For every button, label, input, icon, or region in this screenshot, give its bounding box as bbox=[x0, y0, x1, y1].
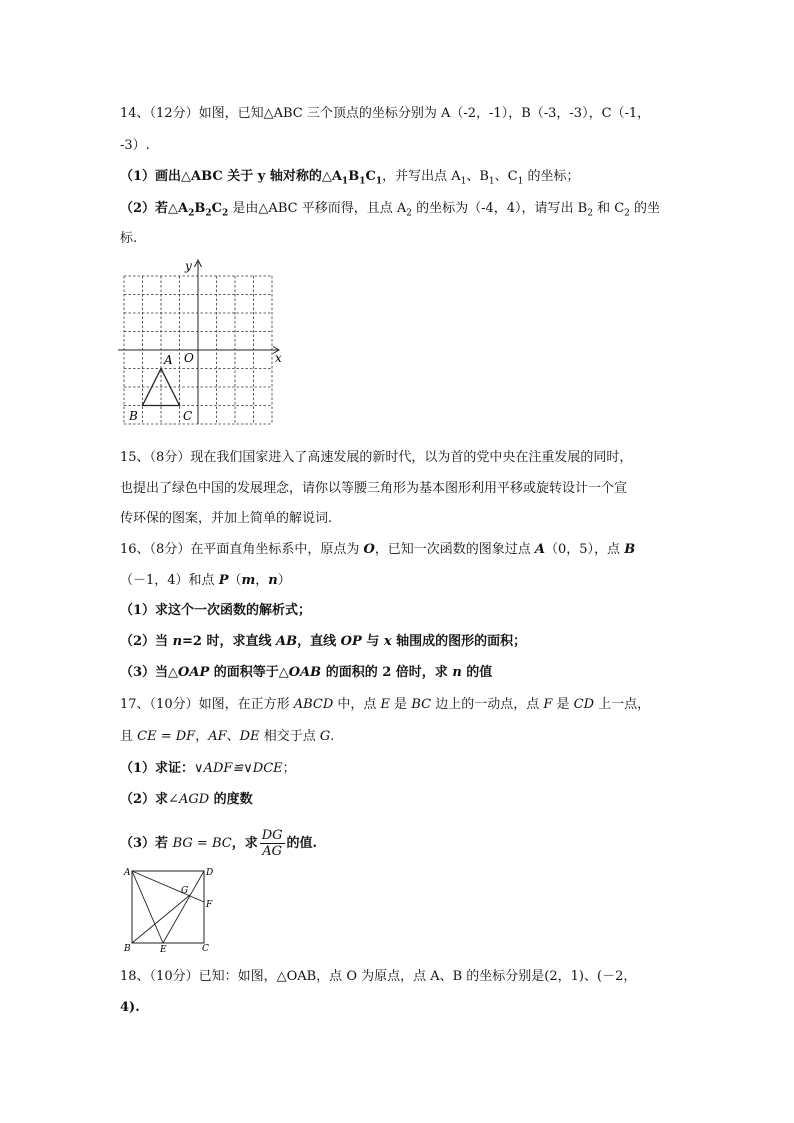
q16-part2 bbox=[120, 634, 526, 650]
q16-t: ） bbox=[277, 573, 291, 588]
q17-t: 是 bbox=[552, 697, 574, 712]
q14-part2-text-b: B bbox=[194, 201, 206, 216]
q14-part2-text-e: 的坐标为（-4，4），请写出 B bbox=[411, 201, 588, 216]
q16-var: B bbox=[624, 542, 636, 557]
q16-var: O bbox=[363, 542, 375, 557]
q14-sub: 2 bbox=[587, 208, 593, 219]
q17-t: 17、（10分）如图，在正方形 bbox=[120, 697, 294, 712]
q18-line1: 18、（10分）已知：如图，△OAB，点 O 为原点，点 A、B 的坐标分别是(2，1)、(－2， bbox=[120, 969, 637, 984]
q16-t: ， bbox=[255, 573, 269, 588]
q14-part2-text-d: 是由△ABC 平移而得，且点 A bbox=[228, 201, 407, 216]
point-a-label: A bbox=[164, 353, 173, 367]
q14-sub: 1 bbox=[359, 176, 366, 187]
q17-t: 的值. bbox=[286, 836, 318, 851]
q16-line2 bbox=[120, 573, 291, 589]
q17-expr: ∨ADF≌∨DCE bbox=[194, 761, 283, 776]
segment-de bbox=[163, 871, 204, 943]
label-e: E bbox=[160, 945, 167, 954]
q17-t: 是 bbox=[390, 697, 412, 712]
q17-var: BG bbox=[172, 836, 193, 851]
q14-line1: 14、（12分）如图，已知△ABC 三个顶点的坐标分别为 A（-2，-1），B（-3，-3），C（-1， bbox=[120, 106, 651, 121]
x-axis-label: x bbox=[275, 351, 282, 365]
q17-line1 bbox=[120, 697, 650, 713]
q16-t: 与 bbox=[361, 634, 384, 649]
origin-label: O bbox=[184, 351, 194, 365]
q15-line2: 也提出了绿色中国的发展理念，请你以等腰三角形为基本图形利用平移或旋转设计一个宣 bbox=[120, 481, 628, 496]
q17-t: （2）求 bbox=[120, 792, 169, 807]
q17-part3 bbox=[120, 828, 317, 859]
q16-var: x bbox=[383, 634, 392, 649]
q14-part1-text-a: （1）画出△ABC 关于 y 轴对称的△A bbox=[120, 169, 342, 184]
y-axis-label: y bbox=[185, 259, 192, 273]
q17-t: 、 bbox=[226, 729, 240, 744]
q16-t: （ bbox=[228, 573, 242, 588]
q16-t: （3）当△ bbox=[120, 665, 179, 680]
q14-coordinate-grid-figure bbox=[116, 258, 292, 428]
q16-t: ，已知一次函数的图象过点 bbox=[374, 542, 535, 557]
q16-var: m bbox=[241, 573, 256, 588]
q17-part1 bbox=[120, 761, 296, 777]
q14-sub: 2 bbox=[406, 208, 412, 219]
square-abcd bbox=[132, 871, 204, 943]
q17-t: 边上的一动点，点 bbox=[431, 697, 544, 712]
q14-part1-text-c: C bbox=[365, 169, 376, 184]
q17-t: 且 bbox=[120, 729, 138, 744]
q14-part2-text-c: C bbox=[211, 201, 223, 216]
q16-line1 bbox=[120, 542, 635, 558]
fraction-dg-ag bbox=[260, 828, 285, 859]
q17-var: ABCD bbox=[293, 697, 334, 712]
q16-t: ，直线 bbox=[297, 634, 341, 649]
q17-var: G bbox=[319, 729, 331, 744]
q18-line2: 4). bbox=[120, 1000, 140, 1015]
q16-var: A bbox=[534, 542, 546, 557]
q16-var: AB bbox=[276, 634, 298, 649]
q17-var: DE bbox=[239, 729, 260, 744]
q17-var: CD bbox=[573, 697, 594, 712]
q14-part1-text-g: 的坐标； bbox=[523, 169, 580, 184]
q14-part2-line2: 标. bbox=[120, 231, 138, 246]
q16-t: 的面积的 2 倍时，求 bbox=[321, 665, 453, 680]
q14-part2 bbox=[120, 201, 660, 222]
q17-part2 bbox=[120, 792, 253, 808]
q14-sub: 1 bbox=[375, 176, 383, 187]
q17-t: . bbox=[330, 729, 335, 744]
q16-part1: （1）求这个一次函数的解析式； bbox=[120, 603, 312, 618]
q16-part3 bbox=[120, 665, 492, 681]
q17-t: （1）求证： bbox=[120, 761, 195, 776]
q14-part1 bbox=[120, 169, 579, 190]
point-b-label: B bbox=[129, 409, 138, 423]
q17-var: AF bbox=[208, 729, 227, 744]
q17-var: CE bbox=[137, 729, 157, 744]
segment-af bbox=[132, 871, 204, 902]
segment-bg bbox=[132, 895, 190, 943]
q16-t: =2 时，求直线 bbox=[182, 634, 277, 649]
q14-sub: 1 bbox=[460, 176, 467, 187]
q17-t: = bbox=[156, 729, 176, 744]
q14-part1-text-e: 、B bbox=[466, 169, 489, 184]
q14-sub: 2 bbox=[205, 208, 212, 219]
q14-sub: 2 bbox=[624, 208, 630, 219]
q16-t: （2）当 bbox=[120, 634, 173, 649]
q16-t: 16、（8分）在平面直角坐标系中，原点为 bbox=[120, 542, 364, 557]
q14-sub: 2 bbox=[222, 208, 229, 219]
q17-t: 的度数 bbox=[209, 792, 253, 807]
q16-var: n bbox=[268, 573, 278, 588]
q17-t: 中，点 bbox=[333, 697, 381, 712]
q16-var: n bbox=[452, 665, 462, 680]
segment-ae bbox=[132, 871, 163, 943]
q14-part1-text-f: 、C bbox=[494, 169, 518, 184]
q14-sub: 1 bbox=[488, 176, 495, 187]
q15-line1: 15、（8分）现在我们国家进入了高速发展的新时代，以为首的党中央在注重发展的同时， bbox=[120, 450, 633, 465]
q14-part2-text-g: 的坐 bbox=[629, 201, 661, 216]
q16-var: OP bbox=[340, 634, 362, 649]
q14-line2: -3）. bbox=[120, 138, 150, 153]
q17-t: （3）若 bbox=[120, 836, 173, 851]
label-g: G bbox=[181, 886, 189, 896]
q17-var: BC bbox=[211, 836, 232, 851]
q17-t: 相交于点 bbox=[259, 729, 320, 744]
label-a: A bbox=[124, 868, 131, 878]
label-c: C bbox=[202, 944, 209, 954]
q14-part1-text-b: B bbox=[348, 169, 360, 184]
q17-t: ， bbox=[195, 729, 209, 744]
q16-var: P bbox=[218, 573, 229, 588]
fraction-denominator: AG bbox=[262, 844, 282, 859]
q17-t: ，求 bbox=[231, 836, 258, 851]
label-d: D bbox=[206, 868, 214, 878]
q16-t: 轴围成的图形的面积； bbox=[391, 634, 527, 649]
q16-t: （0，5），点 bbox=[545, 542, 625, 557]
q17-t: ； bbox=[282, 761, 296, 776]
q15-line3: 传环保的图案，并加上简单的解说词. bbox=[120, 511, 333, 526]
q16-var: n bbox=[172, 634, 183, 649]
q17-var: DF bbox=[175, 729, 196, 744]
q14-part2-text-a: （2）若△A bbox=[120, 201, 189, 216]
q17-square-figure bbox=[118, 862, 218, 954]
q17-t: = bbox=[192, 836, 212, 851]
q17-line2 bbox=[120, 729, 334, 745]
q17-var: E bbox=[380, 697, 391, 712]
q17-expr: ∠AGD bbox=[168, 792, 210, 807]
q16-var: OAB bbox=[288, 665, 322, 680]
q16-t: 的值 bbox=[461, 665, 493, 680]
label-f: F bbox=[206, 900, 213, 910]
q14-sub: 1 bbox=[341, 176, 349, 187]
q14-sub: 2 bbox=[188, 208, 195, 219]
q16-t: （－1，4）和点 bbox=[120, 573, 219, 588]
q17-var: BC bbox=[411, 697, 432, 712]
q17-var: F bbox=[543, 697, 553, 712]
label-b: B bbox=[124, 944, 131, 954]
q14-part1-text-d: ，并写出点 A bbox=[382, 169, 461, 184]
q17-t: 上一点， bbox=[594, 697, 651, 712]
fraction-numerator: DG bbox=[261, 828, 283, 843]
q14-sub: 1 bbox=[517, 176, 524, 187]
q16-t: 的面积等于△ bbox=[209, 665, 289, 680]
point-c-label: C bbox=[183, 409, 193, 423]
q16-var: OAP bbox=[178, 665, 210, 680]
q14-part2-text-f: 和 C bbox=[592, 201, 625, 216]
